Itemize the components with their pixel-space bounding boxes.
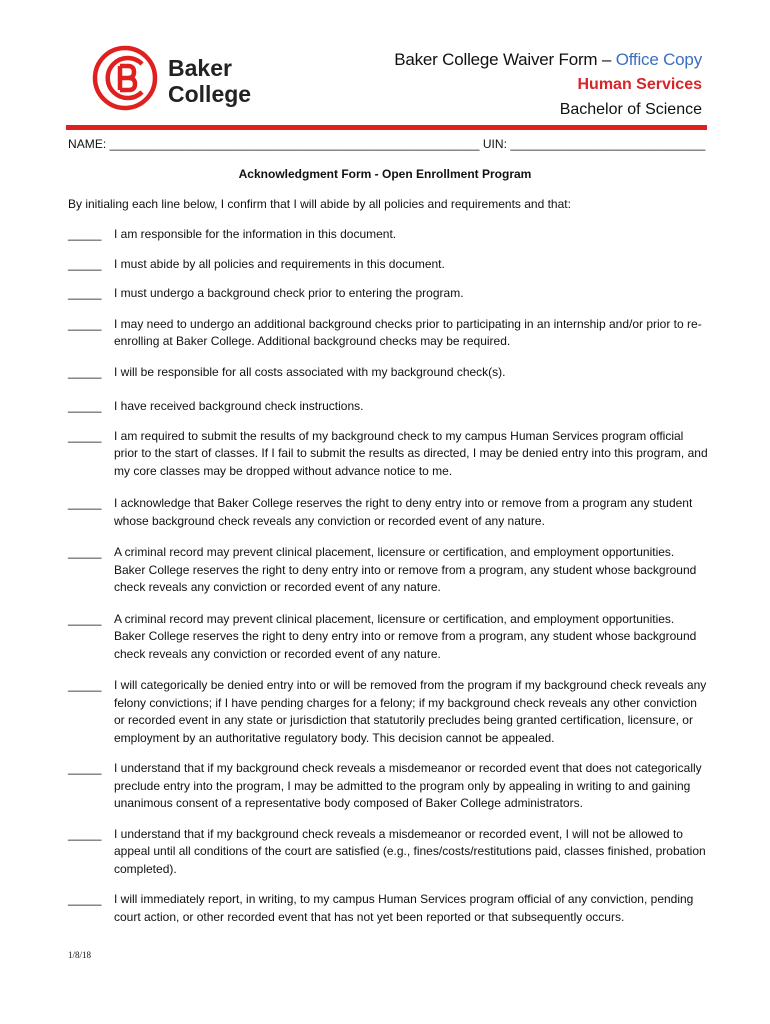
- acknowledgment-item-text: I understand that if my background check reveals a misdemeanor or recorded event that does not categorically preclude entry into the program, I may be admitted to the program only by appealing in writing to and gaining unanimous consent of a representative body composed of Baker College administrators.: [114, 761, 702, 810]
- acknowledgment-item-text: I may need to undergo an additional background checks prior to participating in an internship and/or prior to re-enrolling at Baker College. Additional background checks may be required.: [114, 316, 702, 348]
- acknowledgment-item: [68, 316, 708, 351]
- name-uin-field-line[interactable]: NAME: _______________________________________________________ UIN: _____________________________: [68, 137, 706, 151]
- degree-name: Bachelor of Science: [559, 101, 702, 118]
- initial-blank[interactable]: _____: [68, 892, 102, 906]
- initial-blank[interactable]: _____: [68, 256, 102, 271]
- acknowledgment-item: [68, 364, 708, 382]
- initial-blank[interactable]: _____: [68, 826, 102, 841]
- waiver-form-title-main: Baker College Waiver Form –: [394, 50, 616, 69]
- initial-blank[interactable]: _____: [68, 399, 102, 413]
- acknowledgment-item: [68, 826, 708, 879]
- acknowledgment-item-text: I must undergo a background check prior to entering the program.: [114, 286, 464, 300]
- acknowledgment-item-text: A criminal record may prevent clinical placement, licensure or certification, and employment opportunities. Baker College reserves the right to deny entry into or remove from a program, any student whose background check reveals any conviction or recorded event of any nature.: [114, 611, 697, 661]
- acknowledgment-item-text: I acknowledge that Baker College reserves the right to deny entry into or remove from a program any student whose background check reveals any conviction or recorded event of any nature.: [114, 496, 693, 528]
- acknowledgment-item: [68, 285, 708, 303]
- initial-blank[interactable]: _____: [68, 286, 102, 300]
- acknowledgment-items-list: [68, 226, 708, 926]
- acknowledgment-item: [68, 256, 708, 274]
- initial-blank[interactable]: _____: [68, 364, 102, 379]
- acknowledgment-item: [68, 760, 708, 813]
- initial-blank[interactable]: _____: [68, 496, 102, 510]
- acknowledgment-form-title: Acknowledgment Form - Open Enrollment Program: [238, 167, 532, 181]
- initial-blank[interactable]: _____: [68, 678, 102, 692]
- acknowledgment-item-text: I will immediately report, in writing, to my campus Human Services program official of any conviction, pending court action, or other recorded event that has not yet been reported or that subsequently occurs.: [114, 892, 694, 924]
- baker-college-logo-mark: [92, 42, 272, 117]
- initial-blank[interactable]: _____: [68, 611, 102, 626]
- acknowledgment-item-text: I am required to submit the results of my background check to my campus Human Services program official prior to the start of classes. If I fail to submit the results as directed, I may be denied entry into this program, and my core classes may be dropped without advance notice to me.: [114, 428, 708, 478]
- initial-blank[interactable]: _____: [68, 761, 102, 775]
- header-divider: [66, 125, 707, 130]
- initial-blank[interactable]: _____: [68, 428, 102, 443]
- waiver-form-title: [394, 48, 702, 72]
- acknowledgment-item-text: I have received background check instructions.: [114, 399, 364, 413]
- acknowledgment-item: [68, 398, 708, 416]
- acknowledgment-item: [68, 226, 708, 244]
- program-name: Human Services: [577, 76, 702, 93]
- baker-college-logo: [92, 42, 272, 117]
- acknowledgment-item: [68, 495, 708, 530]
- revision-date: 1/8/18: [68, 950, 92, 960]
- acknowledgment-item: [68, 677, 708, 747]
- initial-blank[interactable]: _____: [68, 316, 102, 331]
- acknowledgment-item-text: I will be responsible for all costs associated with my background check(s).: [114, 364, 506, 379]
- acknowledgment-item: [68, 891, 708, 926]
- acknowledgment-item-text: I am responsible for the information in this document.: [114, 227, 397, 241]
- acknowledgment-item: [68, 428, 708, 481]
- acknowledgment-item-text: A criminal record may prevent clinical placement, licensure or certification, and employment opportunities. Baker College reserves the right to deny entry into or remove from a program, any student whose background check reveals any conviction or recorded event of any nature.: [114, 545, 697, 594]
- acknowledgment-item: [68, 544, 708, 597]
- initial-blank[interactable]: _____: [68, 545, 102, 559]
- intro-statement: By initialing each line below, I confirm that I will abide by all policies and requirements and that:: [68, 197, 571, 211]
- form-header-title: [394, 48, 702, 121]
- office-copy-label: Office Copy: [615, 50, 702, 69]
- acknowledgment-item: [68, 611, 708, 664]
- acknowledgment-item-text: I will categorically be denied entry into or will be removed from the program if my background check reveals any felony convictions; if I have pending charges for a felony; if my background check reveals any other conviction or recorded event in any state or jurisdiction that statutorily precludes being granted certification, licensure, or employment by an authoritative regulatory body. This decision cannot be appealed.: [114, 678, 707, 745]
- initial-blank[interactable]: _____: [68, 227, 102, 241]
- logo-text-baker: Baker: [168, 55, 232, 81]
- acknowledgment-item-text: I must abide by all policies and requirements in this document.: [114, 256, 445, 271]
- logo-text-college: College: [168, 81, 252, 107]
- acknowledgment-item-text: I understand that if my background check reveals a misdemeanor or recorded event, I will not be allowed to appeal until all conditions of the court are satisfied (e.g., fines/costs/restitutions paid, classes finished, probation completed).: [114, 826, 706, 876]
